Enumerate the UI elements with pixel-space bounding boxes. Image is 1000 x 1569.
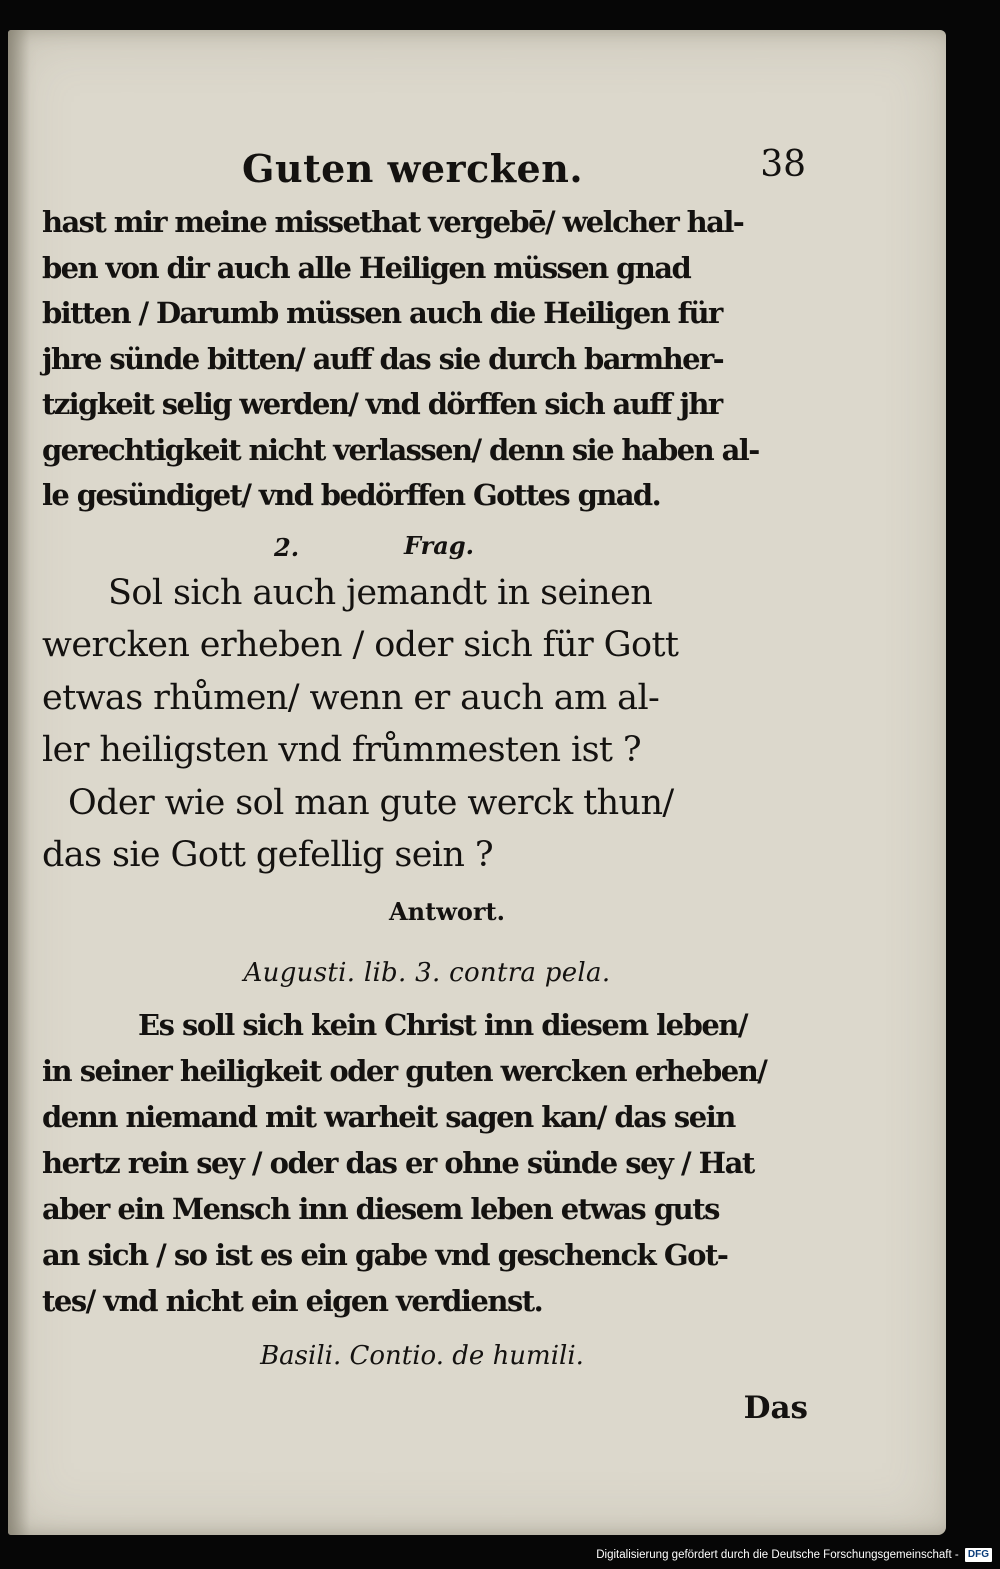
- dfg-logo: DFG: [965, 1548, 992, 1562]
- text-line: in seiner heiligkeit oder guten wercken erheben/: [42, 1053, 767, 1088]
- text-line: denn niemand mit warheit sagen kan/ das sein: [42, 1099, 735, 1134]
- text-line: bitten / Darumb müssen auch die Heiligen für: [42, 296, 722, 330]
- text-line: le gesündiget/ vnd bedörffen Gottes gnad.: [42, 478, 661, 512]
- answer-text: [42, 1002, 812, 1324]
- answer-heading: Antwort.: [389, 896, 505, 926]
- text-line: aber ein Mensch inn diesem leben etwas guts: [42, 1191, 719, 1226]
- catchword: Das: [743, 1389, 808, 1426]
- text-line: Sol sich auch jemandt in seinen: [108, 572, 653, 613]
- text-line: Es soll sich kein Christ inn diesem leben/: [138, 1007, 747, 1042]
- text-line: jhre sünde bitten/ auff das sie durch barmher-: [42, 341, 724, 376]
- question-label: Frag.: [404, 530, 474, 560]
- page-number: 38: [760, 144, 806, 185]
- text-line: etwas rhůmen/ wenn er auch am al-: [42, 677, 660, 718]
- question-text: [42, 567, 812, 882]
- text-line: ler heiligsten vnd frůmmesten ist ?: [42, 730, 642, 770]
- text-line: gerechtigkeit nicht verlassen/ denn sie haben al-: [42, 432, 759, 467]
- paragraph-1: [42, 200, 812, 519]
- text-block: [42, 138, 812, 1428]
- text-line: tzigkeit selig werden/ vnd dörffen sich auff jhr: [42, 387, 722, 421]
- running-head: [42, 138, 812, 200]
- text-line: hast mir meine missethat vergebē/ welcher hal-: [42, 205, 744, 239]
- running-title: Guten wercken.: [242, 146, 584, 191]
- question-heading: [42, 529, 812, 567]
- text-line: tes/ vnd nicht ein eigen verdienst.: [42, 1283, 543, 1318]
- credit-text: Digitalisierung gefördert durch die Deutsche Forschungsgemeinschaft -: [596, 1549, 959, 1561]
- text-line: wercken erheben / oder sich für Gott: [42, 625, 679, 665]
- text-line: ben von dir auch alle Heiligen müssen gnad: [42, 250, 691, 285]
- text-line: das sie Gott gefellig sein ?: [42, 835, 494, 875]
- digitization-credit: [596, 1545, 992, 1565]
- citation-augustine: Augusti. lib. 3. contra pela.: [243, 957, 611, 988]
- book-page: [8, 30, 946, 1535]
- text-line: hertz rein sey / oder das er ohne sünde sey / Hat: [42, 1145, 754, 1180]
- text-line: Oder wie sol man gute werck thun/: [68, 782, 674, 823]
- question-number: 2.: [274, 532, 300, 562]
- text-line: an sich / so ist es ein gabe vnd geschenck Got-: [42, 1237, 728, 1272]
- citation-basil: Basili. Contio. de humili.: [260, 1340, 584, 1371]
